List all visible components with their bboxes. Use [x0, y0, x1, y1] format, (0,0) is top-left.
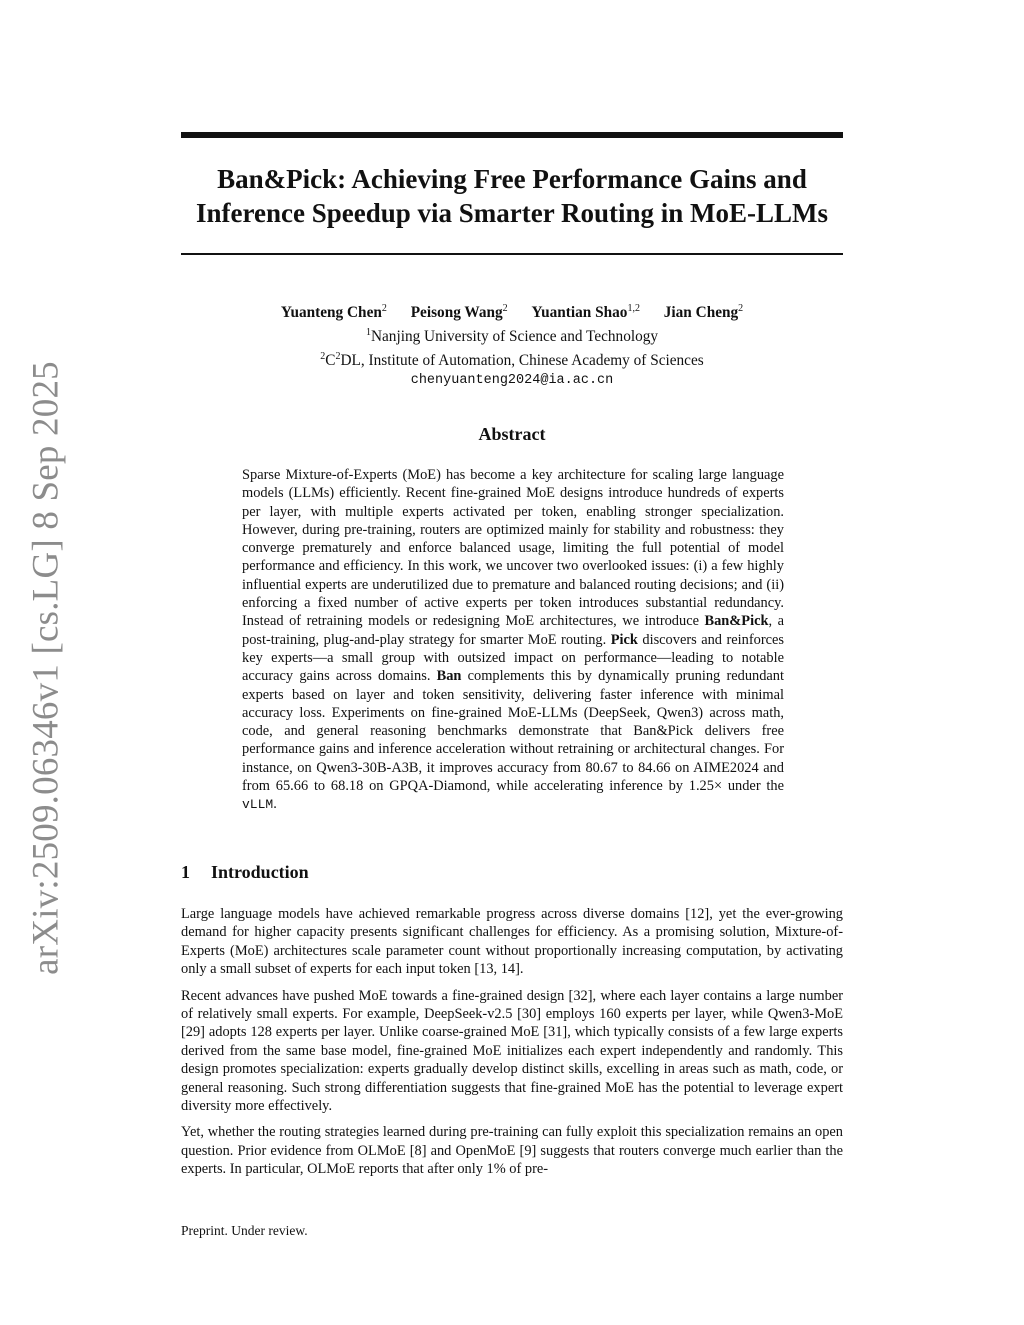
author: Yuantian Shao$^{1,2}$ [531, 303, 640, 322]
author: Peisong Wang$^2$ [410, 303, 508, 322]
paragraph: Yet, whether the routing strategies learned during pre-training can fully exploit this specialization remains an open question. Prior evidence from OLMoE [8] and OpenMoE [9] suggests that routers converge much earlier than the experts. In particular, OLMoE reports that after only 1% of pre- [181, 1124, 843, 1178]
abstract-heading: Abstract [478, 424, 546, 444]
section-heading-introduction: 1 Introduction [181, 862, 309, 882]
title-bottom-rule [181, 253, 843, 255]
paper-title [181, 162, 843, 230]
paragraph: Recent advances have pushed MoE towards a fine-grained design [32], where each layer contains a large number of relatively small experts. For example, DeepSeek-v2.5 [30] employs 160 experts per layer, while Qwen3-MoE [29] adopts 128 experts per layer. Unlike coarse-grained MoE [31], which typically consists of a few large experts derived from the same base model, fine-grained MoE initializes each expert independently and randomly. This design promotes specialization: experts gradually develop distinct skills, excelling in areas such as math, code, or general reasoning. Such strong differentiation suggests that fine-grained MoE has the potential to leverage expert diversity more effectively. [181, 987, 843, 1115]
title-top-rule [181, 132, 843, 138]
contact-email[interactable]: chenyuanteng2024@ia.ac.cn [410, 373, 614, 389]
author-list [181, 299, 843, 323]
author: Jian Cheng$^2$ [663, 303, 744, 322]
title-line-1: Ban&Pick: Achieving Free Performance Gains and [217, 164, 807, 194]
author-block [181, 299, 843, 391]
footer-note: Preprint. Under review. [181, 1223, 308, 1238]
affiliation-2: $^2C^2DL$, Institute of Automation, Chinese Academy of Sciences [320, 351, 704, 370]
abstract-text: Sparse Mixture-of-Experts (MoE) has become a key architecture for scaling large language models (LLMs) efficiently. Recent fine-grained MoE designs introduce hundreds of experts per layer, with multiple experts activated per token, enabling stronger specialization. However, during pre-training, routers are optimized mainly for stability and robustness: they converge prematurely and enforce balanced usage, limiting the full potential of model performance and efficiency. In this work, we uncover two overlooked issues: (i) a few highly influential experts are underutilized due to premature and balanced routing decisions; and (ii) enforcing a fixed number of active experts per token introduces substantial redundancy. Instead of retraining models or redesigning MoE architectures, we introduce Ban&Pick, a post-training, plug-and-play strategy for smarter MoE routing. Pick discovers and reinforces key experts—a small group with outsized impact on performance—leading to notable accuracy gains across domains. Ban complements this by dynamically pruning redundant experts based on layer and token sensitivity, delivering faster inference with minimal accuracy loss. Experiments on fine-grained MoE-LLMs (DeepSeek, Qwen3) across math, code, and general reasoning benchmarks demonstrate that Ban&Pick delivers free performance gains and inference acceleration without retraining or architectural changes. For instance, on Qwen3-30B-A3B, it improves accuracy from 80.67 to 84.66 on AIME2024 and from 65.66 to 68.18 on GPQA-Diamond, while accelerating inference by 1.25× under the vLLM. [242, 467, 785, 813]
arxiv-identifier: arXiv:2509.06346v1 [cs.LG] 8 Sep 2025 [25, 361, 67, 975]
title-line-2: Inference Speedup via Smarter Routing in MoE-LLMs [195, 198, 828, 228]
introduction-body [181, 905, 843, 1187]
paragraph: Large language models have achieved remarkable progress across diverse domains [12], yet the ever-growing demand for higher capacity presents significant challenges for efficiency. As a promising solution, Mixture-of-Experts (MoE) architectures scale parameter count without proportionally increasing computation, by activating only a small subset of experts for each input token [13, 14]. [181, 906, 843, 978]
author: Yuanteng Chen$^2$ [280, 303, 387, 322]
affiliation-1: $^1$Nanjing University of Science and Technology [365, 327, 659, 346]
